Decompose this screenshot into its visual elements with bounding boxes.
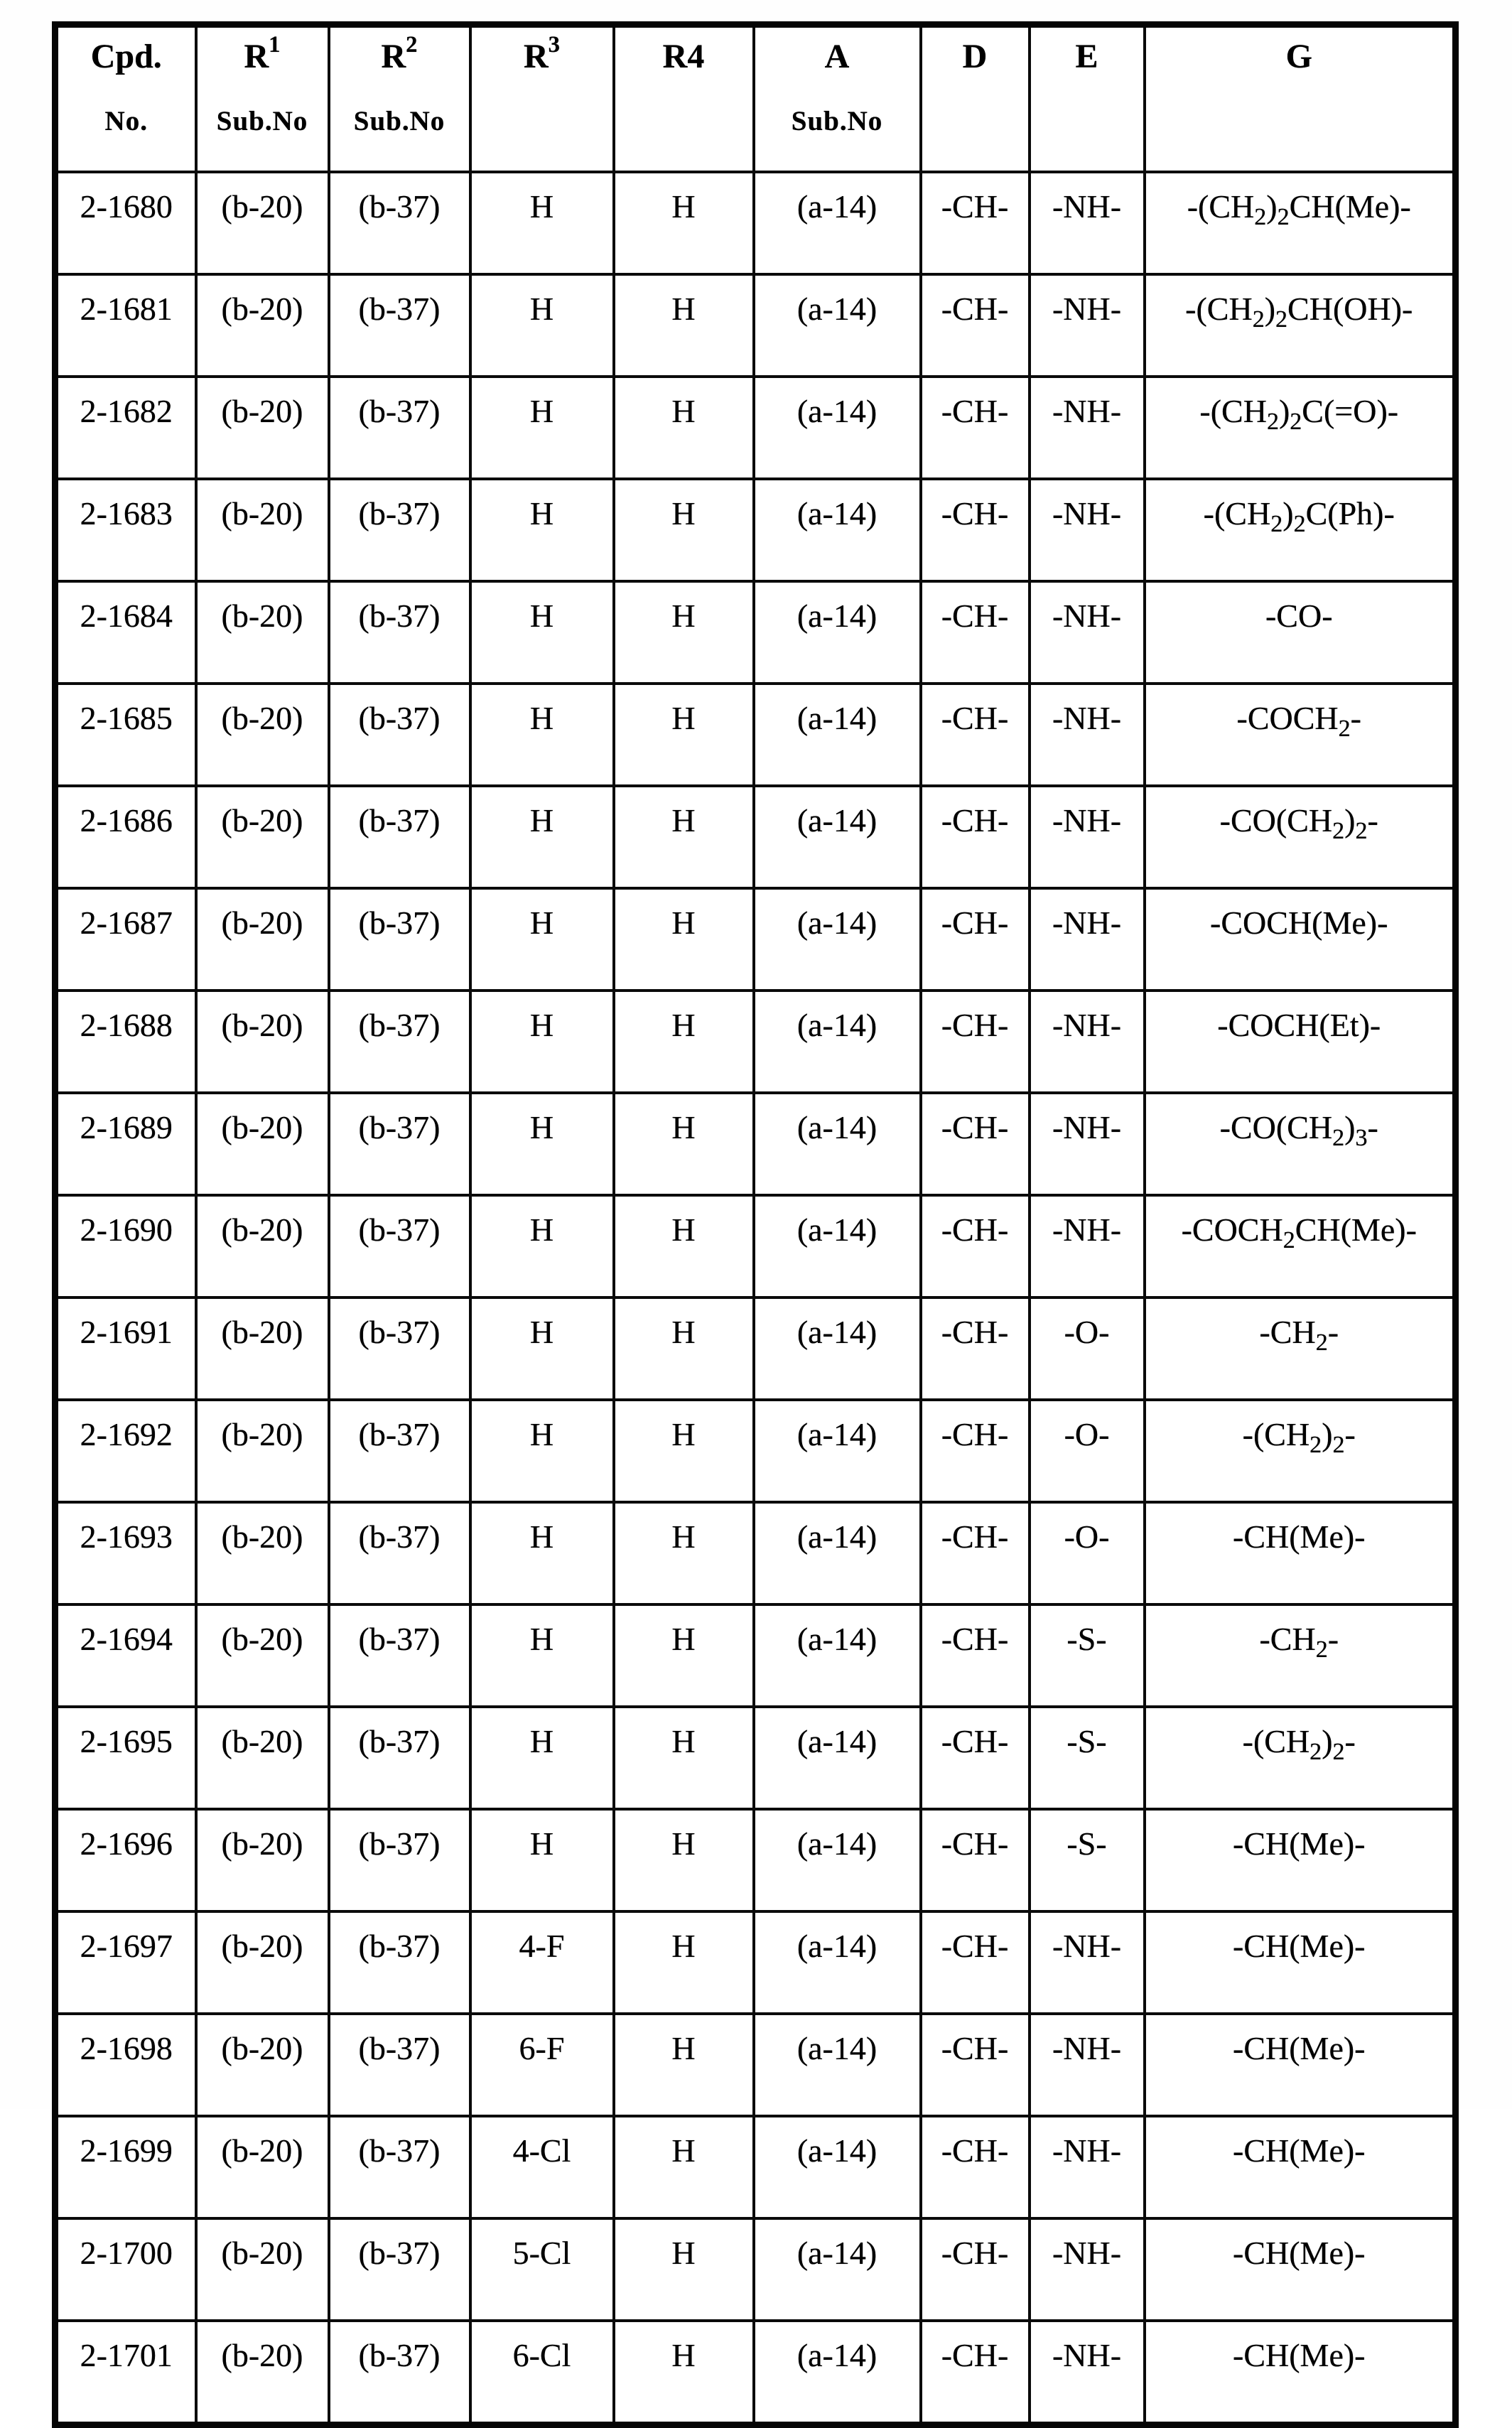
cell-r1: (b-20) — [196, 2321, 329, 2425]
cell-g: -CO- — [1145, 581, 1456, 684]
cell-a: (a-14) — [754, 1195, 921, 1297]
cell-a: (a-14) — [754, 2116, 921, 2218]
cell-r2: (b-37) — [329, 1502, 470, 1604]
table-row — [55, 581, 1456, 684]
cell-d: -CH- — [921, 1604, 1030, 1707]
cell-r2: (b-37) — [329, 786, 470, 888]
table-row — [55, 172, 1456, 274]
cell-r4: H — [614, 1400, 754, 1502]
cell-a: (a-14) — [754, 1707, 921, 1809]
cell-r2: (b-37) — [329, 2321, 470, 2425]
cell-d: -CH- — [921, 274, 1030, 377]
cell-d: -CH- — [921, 2321, 1030, 2425]
cell-r3: H — [470, 684, 614, 786]
table-row — [55, 377, 1456, 479]
cell-r4: H — [614, 684, 754, 786]
cell-e: -NH- — [1030, 377, 1145, 479]
cell-cpd: 2-1693 — [55, 1502, 196, 1604]
cell-e: -NH- — [1030, 888, 1145, 991]
cell-a: (a-14) — [754, 1297, 921, 1400]
cell-r3: H — [470, 991, 614, 1093]
cell-d: -CH- — [921, 786, 1030, 888]
cell-r1: (b-20) — [196, 1502, 329, 1604]
cell-r4: H — [614, 1195, 754, 1297]
cell-d: -CH- — [921, 479, 1030, 581]
cell-r1: (b-20) — [196, 2014, 329, 2116]
cell-r2: (b-37) — [329, 2014, 470, 2116]
cell-r3: H — [470, 888, 614, 991]
table-row — [55, 1707, 1456, 1809]
cell-g: -COCH(Et)- — [1145, 991, 1456, 1093]
cell-g: -CH(Me)- — [1145, 2014, 1456, 2116]
cell-d: -CH- — [921, 581, 1030, 684]
cell-r3: H — [470, 377, 614, 479]
column-header-r1 — [196, 25, 329, 173]
cell-r1: (b-20) — [196, 1093, 329, 1195]
column-header-cpd-no — [55, 25, 196, 173]
cell-r2: (b-37) — [329, 2218, 470, 2321]
cell-r4: H — [614, 991, 754, 1093]
cell-r1: (b-20) — [196, 1297, 329, 1400]
cell-d: -CH- — [921, 2116, 1030, 2218]
cell-d: -CH- — [921, 991, 1030, 1093]
cell-cpd: 2-1682 — [55, 377, 196, 479]
cell-r2: (b-37) — [329, 1195, 470, 1297]
cell-d: -CH- — [921, 2218, 1030, 2321]
table-row — [55, 274, 1456, 377]
cell-d: -CH- — [921, 1707, 1030, 1809]
cell-r3: H — [470, 1400, 614, 1502]
cell-e: -NH- — [1030, 684, 1145, 786]
cell-e: -NH- — [1030, 786, 1145, 888]
cell-r3: 4-Cl — [470, 2116, 614, 2218]
cell-r3: H — [470, 1297, 614, 1400]
column-header-e — [1030, 25, 1145, 173]
cell-r3: 4-F — [470, 1911, 614, 2014]
compound-table — [52, 21, 1459, 2428]
cell-g: -CH(Me)- — [1145, 1809, 1456, 1911]
cell-r1: (b-20) — [196, 479, 329, 581]
table-row — [55, 1809, 1456, 1911]
cell-r4: H — [614, 1809, 754, 1911]
table-row — [55, 786, 1456, 888]
cell-r4: H — [614, 172, 754, 274]
cell-r2: (b-37) — [329, 1809, 470, 1911]
cell-r4: H — [614, 2218, 754, 2321]
cell-r1: (b-20) — [196, 1707, 329, 1809]
table-row — [55, 1400, 1456, 1502]
column-header-r3 — [470, 25, 614, 173]
header-row — [55, 25, 1456, 173]
cell-g: $-COCH_2-$ — [1145, 684, 1456, 786]
cell-e: -O- — [1030, 1297, 1145, 1400]
cell-r2: (b-37) — [329, 1400, 470, 1502]
cell-cpd: 2-1685 — [55, 684, 196, 786]
cell-r2: (b-37) — [329, 2116, 470, 2218]
cell-a: (a-14) — [754, 888, 921, 991]
table-row — [55, 991, 1456, 1093]
cell-r2: (b-37) — [329, 581, 470, 684]
cell-r4: H — [614, 1297, 754, 1400]
cell-cpd: 2-1692 — [55, 1400, 196, 1502]
cell-e: -NH- — [1030, 1911, 1145, 2014]
cell-e: -NH- — [1030, 581, 1145, 684]
cell-a: (a-14) — [754, 479, 921, 581]
table-row — [55, 684, 1456, 786]
cell-g: -CH(Me)- — [1145, 1911, 1456, 2014]
cell-r4: H — [614, 1502, 754, 1604]
cell-d: -CH- — [921, 1195, 1030, 1297]
cell-r4: H — [614, 1707, 754, 1809]
cell-a: (a-14) — [754, 684, 921, 786]
cell-cpd: 2-1691 — [55, 1297, 196, 1400]
cell-r1: (b-20) — [196, 581, 329, 684]
cell-e: -NH- — [1030, 172, 1145, 274]
cell-g: $-(CH_2)_2-$ — [1145, 1400, 1456, 1502]
cell-g: $-CH_2-$ — [1145, 1604, 1456, 1707]
cell-r1: (b-20) — [196, 2218, 329, 2321]
cell-r3: H — [470, 1502, 614, 1604]
cell-g: $-(CH_2)_2CH(Me)-$ — [1145, 172, 1456, 274]
cell-r1: (b-20) — [196, 991, 329, 1093]
cell-g: $-CO(CH_2)_3-$ — [1145, 1093, 1456, 1195]
cell-r2: (b-37) — [329, 1911, 470, 2014]
cell-d: -CH- — [921, 1809, 1030, 1911]
cell-r3: H — [470, 786, 614, 888]
cell-cpd: 2-1683 — [55, 479, 196, 581]
cell-a: (a-14) — [754, 1093, 921, 1195]
cell-r2: (b-37) — [329, 274, 470, 377]
cell-r4: H — [614, 479, 754, 581]
cell-e: -NH- — [1030, 2218, 1145, 2321]
cell-e: -NH- — [1030, 1093, 1145, 1195]
header-label: G — [1285, 38, 1312, 75]
header-label: $R^3$ — [524, 32, 560, 75]
table-header — [55, 25, 1456, 173]
cell-cpd: 2-1688 — [55, 991, 196, 1093]
cell-r1: (b-20) — [196, 1400, 329, 1502]
column-header-r2 — [329, 25, 470, 173]
cell-r4: H — [614, 1911, 754, 2014]
cell-g: $-CO(CH_2)_2-$ — [1145, 786, 1456, 888]
cell-a: (a-14) — [754, 2321, 921, 2425]
cell-r4: H — [614, 377, 754, 479]
cell-r2: (b-37) — [329, 684, 470, 786]
cell-r1: (b-20) — [196, 1195, 329, 1297]
cell-cpd: 2-1701 — [55, 2321, 196, 2425]
cell-e: -S- — [1030, 1707, 1145, 1809]
cell-r3: 5-Cl — [470, 2218, 614, 2321]
cell-e: -NH- — [1030, 2321, 1145, 2425]
cell-e: -O- — [1030, 1400, 1145, 1502]
cell-r3: H — [470, 1604, 614, 1707]
cell-r1: (b-20) — [196, 172, 329, 274]
table-row — [55, 1093, 1456, 1195]
cell-cpd: 2-1681 — [55, 274, 196, 377]
cell-r1: (b-20) — [196, 377, 329, 479]
cell-d: -CH- — [921, 684, 1030, 786]
cell-e: -NH- — [1030, 1195, 1145, 1297]
cell-r2: (b-37) — [329, 377, 470, 479]
cell-e: -O- — [1030, 1502, 1145, 1604]
cell-g: $-(CH_2)_2CH(OH)-$ — [1145, 274, 1456, 377]
table-row — [55, 1911, 1456, 2014]
cell-r2: (b-37) — [329, 1604, 470, 1707]
cell-r3: H — [470, 172, 614, 274]
cell-r2: (b-37) — [329, 1297, 470, 1400]
cell-r2: (b-37) — [329, 1093, 470, 1195]
table-row — [55, 1604, 1456, 1707]
header-label: A — [824, 38, 850, 75]
table-row — [55, 479, 1456, 581]
table-row — [55, 2218, 1456, 2321]
cell-cpd: 2-1680 — [55, 172, 196, 274]
cell-d: -CH- — [921, 1093, 1030, 1195]
cell-d: -CH- — [921, 377, 1030, 479]
cell-e: -NH- — [1030, 274, 1145, 377]
cell-a: (a-14) — [754, 2218, 921, 2321]
cell-cpd: 2-1698 — [55, 2014, 196, 2116]
column-header-a — [754, 25, 921, 173]
cell-cpd: 2-1686 — [55, 786, 196, 888]
cell-r4: H — [614, 786, 754, 888]
cell-g: $-(CH_2)_2C(=O)-$ — [1145, 377, 1456, 479]
cell-r2: (b-37) — [329, 888, 470, 991]
header-label: E — [1075, 38, 1098, 75]
cell-g: -CH(Me)- — [1145, 2116, 1456, 2218]
cell-a: (a-14) — [754, 274, 921, 377]
header-sublabel: Sub.No — [216, 106, 308, 137]
cell-a: (a-14) — [754, 1809, 921, 1911]
cell-r3: H — [470, 274, 614, 377]
cell-a: (a-14) — [754, 1911, 921, 2014]
cell-g: -CH(Me)- — [1145, 2218, 1456, 2321]
cell-r1: (b-20) — [196, 2116, 329, 2218]
header-label: $R^1$ — [244, 32, 281, 75]
cell-e: -NH- — [1030, 479, 1145, 581]
cell-a: (a-14) — [754, 377, 921, 479]
cell-r2: (b-37) — [329, 991, 470, 1093]
cell-cpd: 2-1694 — [55, 1604, 196, 1707]
cell-r1: (b-20) — [196, 1809, 329, 1911]
header-sublabel: Sub.No — [791, 106, 883, 137]
cell-a: (a-14) — [754, 172, 921, 274]
cell-cpd: 2-1700 — [55, 2218, 196, 2321]
cell-r3: H — [470, 1809, 614, 1911]
cell-cpd: 2-1689 — [55, 1093, 196, 1195]
cell-cpd: 2-1697 — [55, 1911, 196, 2014]
cell-r1: (b-20) — [196, 786, 329, 888]
header-label: $R^2$ — [381, 32, 418, 75]
cell-d: -CH- — [921, 888, 1030, 991]
cell-cpd: 2-1690 — [55, 1195, 196, 1297]
header-label: D — [962, 38, 988, 75]
header-sublabel: Sub.No — [353, 106, 446, 137]
cell-d: -CH- — [921, 1502, 1030, 1604]
cell-r3: 6-Cl — [470, 2321, 614, 2425]
cell-cpd: 2-1699 — [55, 2116, 196, 2218]
cell-r3: H — [470, 581, 614, 684]
cell-a: (a-14) — [754, 1604, 921, 1707]
cell-cpd: 2-1695 — [55, 1707, 196, 1809]
cell-d: -CH- — [921, 172, 1030, 274]
cell-r3: H — [470, 479, 614, 581]
cell-cpd: 2-1687 — [55, 888, 196, 991]
cell-r1: (b-20) — [196, 888, 329, 991]
cell-r3: 6-F — [470, 2014, 614, 2116]
cell-a: (a-14) — [754, 1502, 921, 1604]
header-label: Cpd. — [90, 38, 162, 75]
table-row — [55, 1195, 1456, 1297]
cell-r4: H — [614, 1093, 754, 1195]
cell-a: (a-14) — [754, 1400, 921, 1502]
table-row — [55, 2321, 1456, 2425]
cell-r4: H — [614, 1604, 754, 1707]
table-row — [55, 1502, 1456, 1604]
cell-e: -NH- — [1030, 2014, 1145, 2116]
cell-d: -CH- — [921, 1911, 1030, 2014]
cell-a: (a-14) — [754, 991, 921, 1093]
cell-a: (a-14) — [754, 786, 921, 888]
cell-g: $-CH_2-$ — [1145, 1297, 1456, 1400]
column-header-g — [1145, 25, 1456, 173]
cell-cpd: 2-1684 — [55, 581, 196, 684]
cell-g: $-(CH_2)_2-$ — [1145, 1707, 1456, 1809]
cell-r4: H — [614, 274, 754, 377]
table-body — [55, 172, 1456, 2425]
cell-a: (a-14) — [754, 2014, 921, 2116]
table-row — [55, 2116, 1456, 2218]
cell-r1: (b-20) — [196, 684, 329, 786]
cell-r3: H — [470, 1195, 614, 1297]
cell-g: -CH(Me)- — [1145, 1502, 1456, 1604]
cell-r4: H — [614, 2321, 754, 2425]
cell-r2: (b-37) — [329, 172, 470, 274]
table-row — [55, 1297, 1456, 1400]
cell-d: -CH- — [921, 2014, 1030, 2116]
cell-d: -CH- — [921, 1297, 1030, 1400]
cell-r2: (b-37) — [329, 479, 470, 581]
cell-a: (a-14) — [754, 581, 921, 684]
cell-r1: (b-20) — [196, 1911, 329, 2014]
cell-r4: H — [614, 2116, 754, 2218]
cell-r3: H — [470, 1093, 614, 1195]
cell-r4: H — [614, 581, 754, 684]
cell-e: -NH- — [1030, 2116, 1145, 2218]
cell-e: -S- — [1030, 1809, 1145, 1911]
cell-r4: H — [614, 2014, 754, 2116]
cell-cpd: 2-1696 — [55, 1809, 196, 1911]
cell-r2: (b-37) — [329, 1707, 470, 1809]
column-header-d — [921, 25, 1030, 173]
cell-d: -CH- — [921, 1400, 1030, 1502]
cell-r1: (b-20) — [196, 1604, 329, 1707]
cell-e: -NH- — [1030, 991, 1145, 1093]
cell-g: $-COCH_2CH(Me)-$ — [1145, 1195, 1456, 1297]
header-label: R4 — [662, 38, 705, 75]
column-header-r4 — [614, 25, 754, 173]
table-row — [55, 888, 1456, 991]
header-sublabel: No. — [104, 106, 148, 137]
table-row — [55, 2014, 1456, 2116]
cell-e: -S- — [1030, 1604, 1145, 1707]
cell-r1: (b-20) — [196, 274, 329, 377]
cell-g: -CH(Me)- — [1145, 2321, 1456, 2425]
cell-g: -COCH(Me)- — [1145, 888, 1456, 991]
cell-g: $-(CH_2)_2C(Ph)-$ — [1145, 479, 1456, 581]
cell-r3: H — [470, 1707, 614, 1809]
cell-r4: H — [614, 888, 754, 991]
